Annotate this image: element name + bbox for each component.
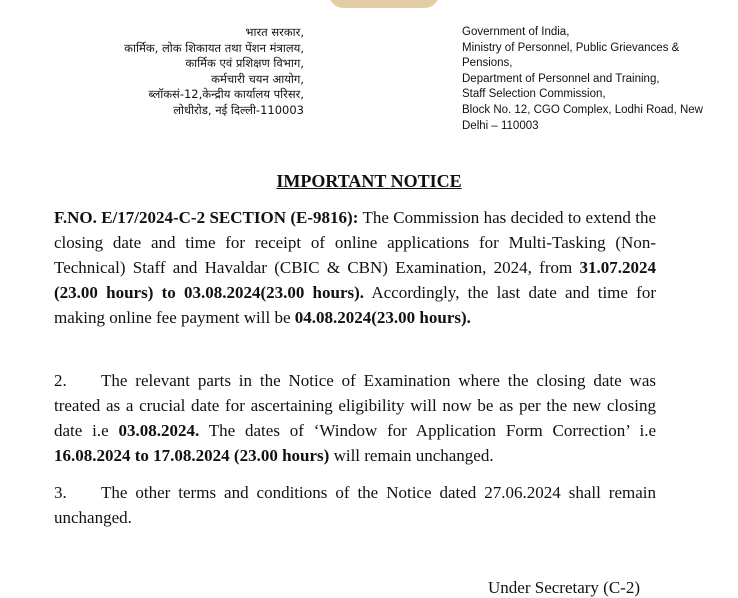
header-english-line: Delhi – 110003: [462, 119, 539, 132]
paragraph-1: [54, 205, 656, 330]
emblem: [329, 0, 439, 8]
header-hindi-line: कार्मिक, लोक शिकायत तथा पेंशन मंत्रालय,: [124, 40, 304, 55]
header-english-line: Block No. 12, CGO Complex, Lodhi Road, New: [462, 103, 703, 116]
header-hindi-line: ब्लॉकसं-12,केन्द्रीय कार्यालय परिसर,: [148, 87, 304, 102]
file-number: F.NO. E/17/2024-C-2 SECTION (E-9816):: [54, 208, 359, 227]
paragraph-number: 2.: [54, 371, 67, 390]
fee-deadline: 04.08.2024(23.00 hours).: [294, 308, 471, 327]
paragraph-3: [54, 480, 656, 530]
header-english-line: Ministry of Personnel, Public Grievances &: [462, 41, 680, 54]
header-hindi-line: कार्मिक एवं प्रशिक्षण विभाग,: [185, 56, 304, 71]
para3-text: The other terms and conditions of the Notice dated 27.06.2024 shall remain unchanged.: [54, 483, 656, 527]
correction-window: 16.08.2024 to 17.08.2024 (23.00 hours): [54, 446, 330, 465]
header-hindi-address: [124, 25, 304, 119]
header-hindi-line: भारत सरकार,: [245, 25, 304, 39]
header-english-line: Government of India,: [462, 26, 570, 38]
para1-text: Accordingly, the last date and time for making online fee payment will be: [54, 283, 656, 327]
para1-text: The Commission has decided to extend the closing date and time for receipt of online applications for Multi-Tasking (Non-Technical) Staff and Havaldar (CBIC & CBN) Examination, 2024, from: [54, 208, 656, 277]
para2-text: The relevant parts in the Notice of Examination where the closing date was treated as a crucial date for ascertaining eligibility will now be as per the new closing date i.e: [54, 371, 656, 440]
header-english-address: [462, 25, 727, 134]
paragraph-number: 3.: [54, 483, 67, 502]
para2-text: The dates of ‘Window for Application Form Correction’ i.e: [199, 421, 656, 440]
new-closing-date: 03.08.2024.: [118, 421, 200, 440]
header-english-line: Department of Personnel and Training,: [462, 72, 660, 85]
signature-line: Under Secretary (C-2): [488, 578, 640, 597]
header-english-line: Staff Selection Commission,: [462, 88, 606, 101]
date-range: 31.07.2024 (23.00 hours) to 03.08.2024(23.00 hours).: [54, 258, 656, 302]
para2-text: will remain unchanged.: [329, 446, 494, 465]
notice-title: IMPORTANT NOTICE: [276, 171, 462, 191]
paragraph-2: [54, 368, 656, 468]
header-english-line: Pensions,: [462, 57, 513, 70]
header-hindi-line: लोधीरोड, नई दिल्ली-110003: [173, 102, 304, 117]
header-hindi-line: कर्मचारी चयन आयोग,: [211, 71, 304, 86]
